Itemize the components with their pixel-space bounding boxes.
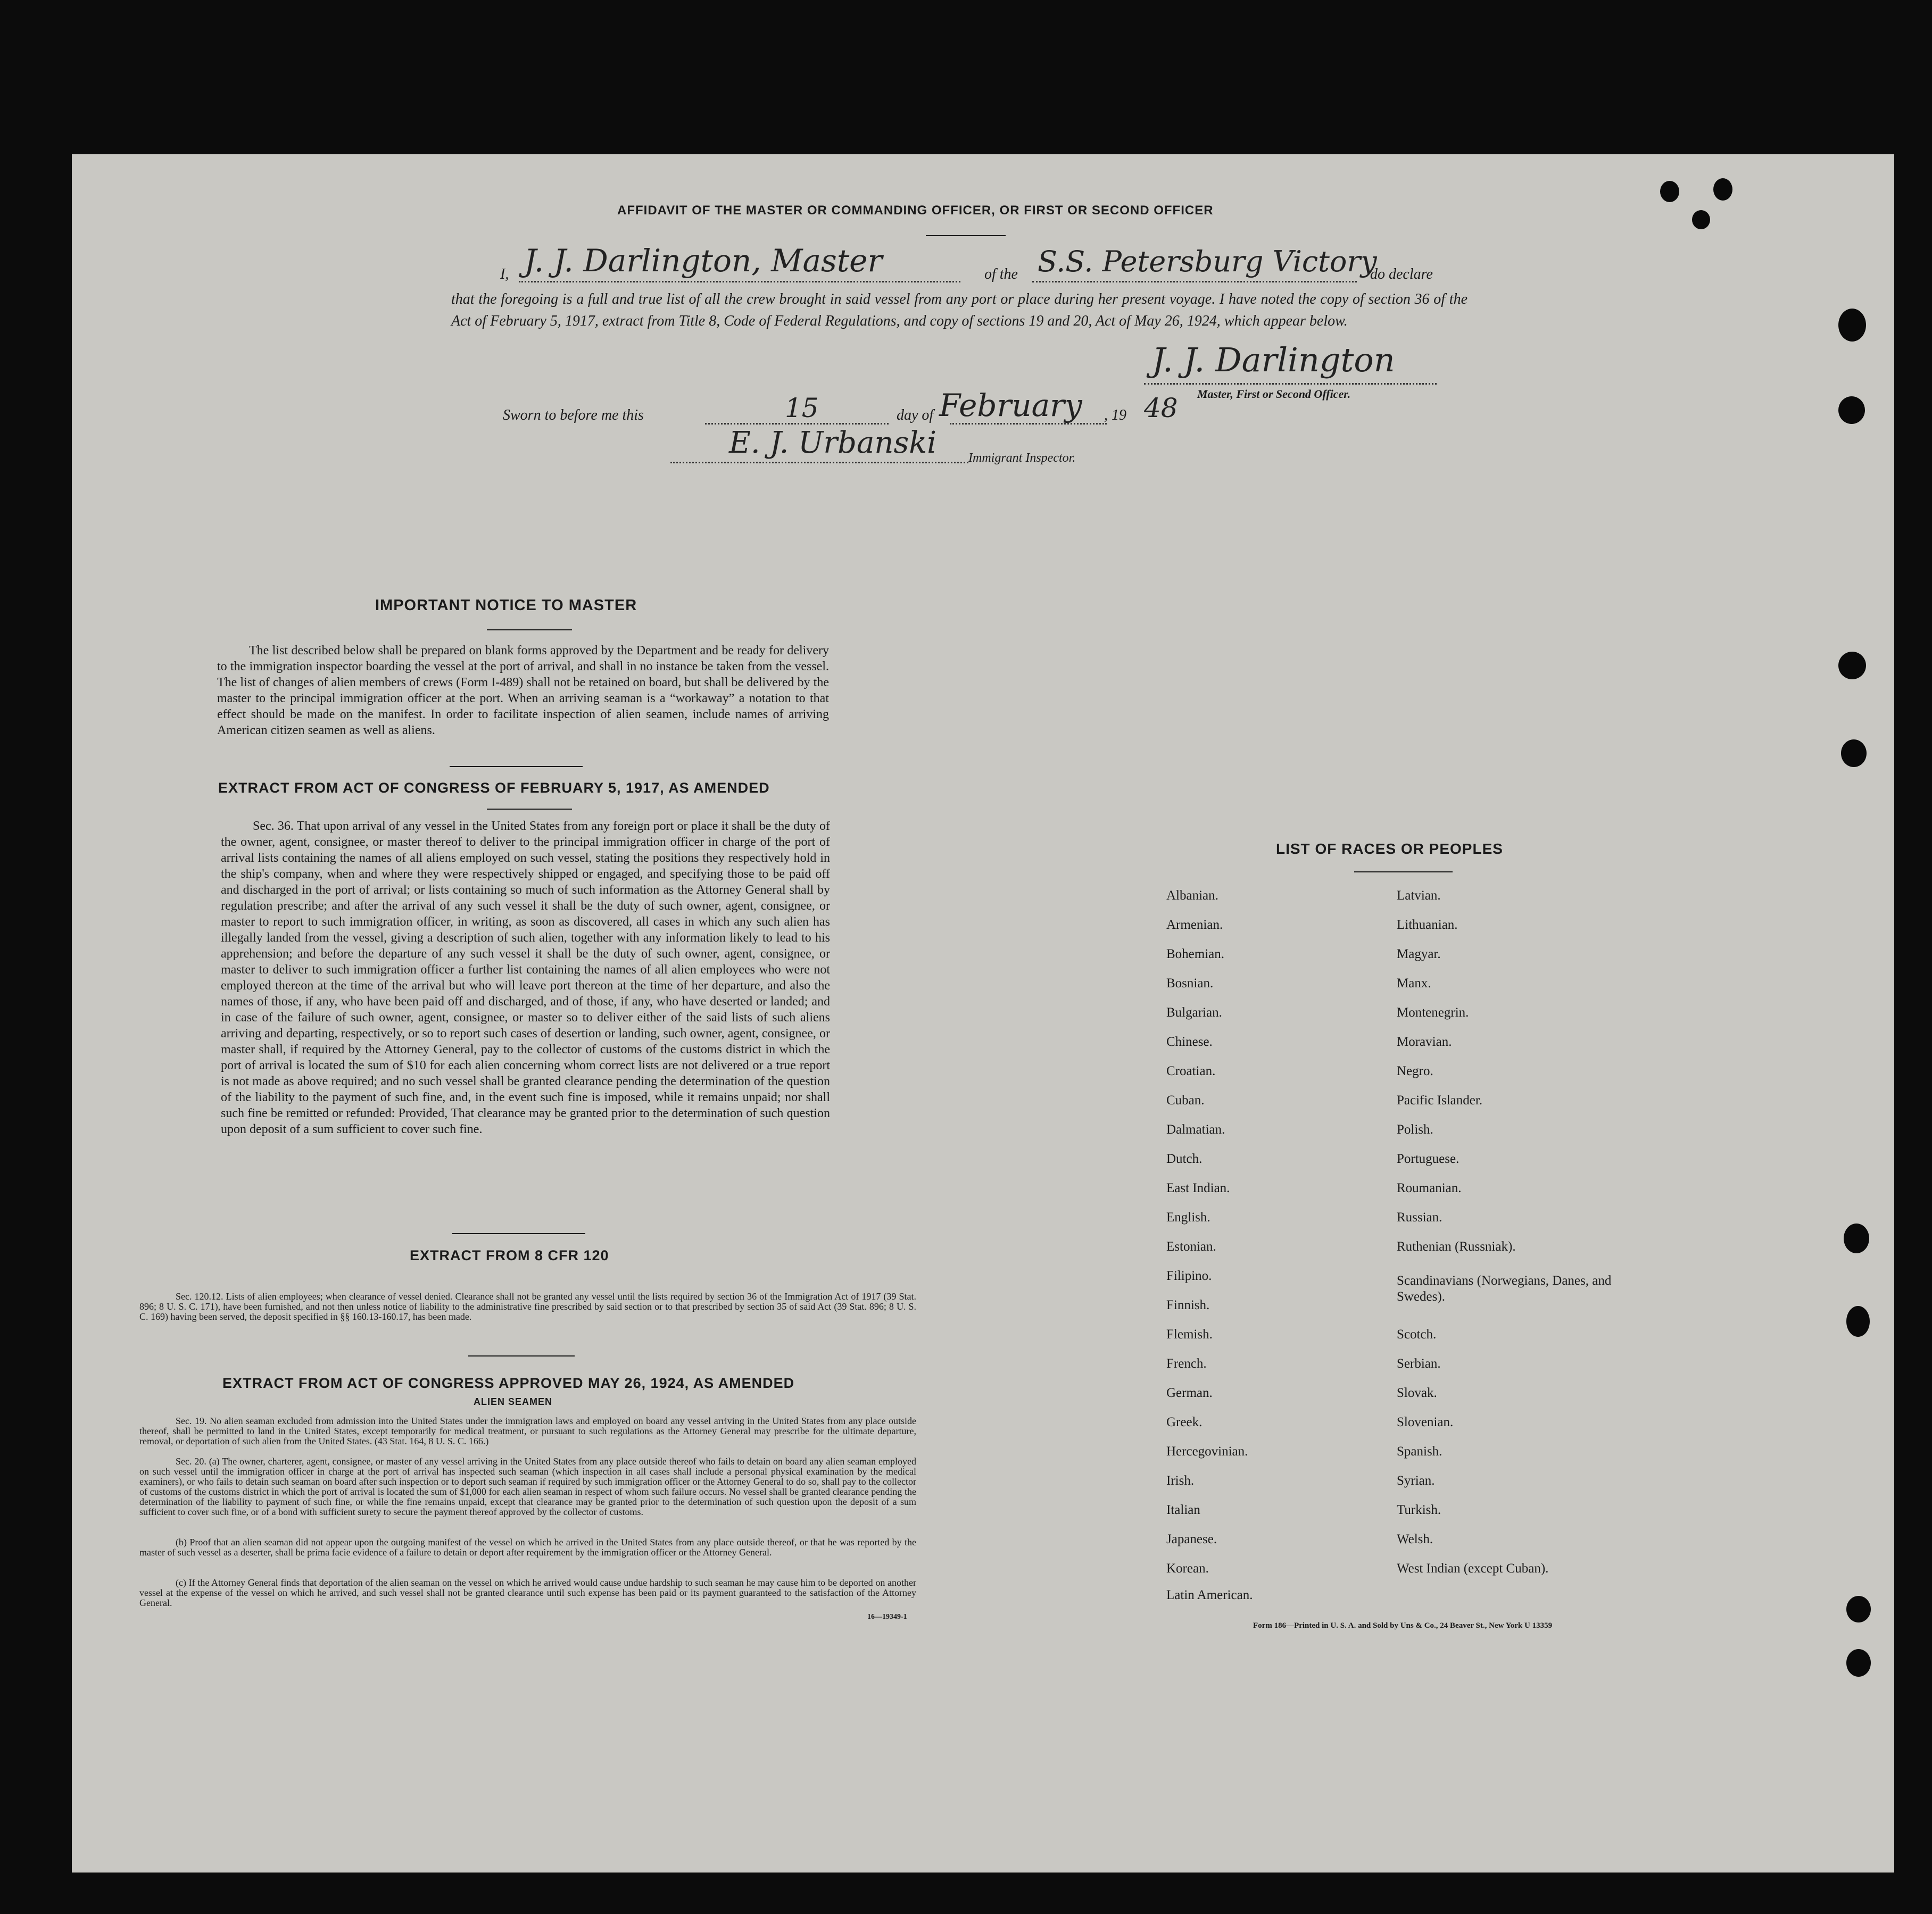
race-left: Croatian. (1166, 1064, 1216, 1078)
alien-seamen-subheading: ALIEN SEAMEN (474, 1396, 553, 1407)
race-right: Lithuanian. (1397, 918, 1458, 932)
punch-hole (1846, 1306, 1870, 1337)
affidavit-body: that the foregoing is a full and true list of all the crew brought in said vessel from any port or place during her present voyage. I have noted the copy of section 36 of the Act of February 5, 1917, extract from Title 8, Code of Federal Regulations, and copy of sections 19 and 20, Act of May 26, 1924, which appear below. (451, 291, 1467, 329)
vessel-name-handwriting: S.S. Petersburg Victory (1038, 245, 1377, 278)
notice-heading: IMPORTANT NOTICE TO MASTER (375, 597, 637, 614)
race-right: Magyar. (1397, 947, 1441, 961)
races-heading: LIST OF RACES OR PEOPLES (1276, 841, 1503, 857)
divider (487, 809, 572, 810)
race-left: Japanese. (1166, 1532, 1217, 1546)
affidavit-of-the: of the (984, 266, 1018, 282)
race-right: Slovenian. (1397, 1415, 1454, 1429)
race-left: Dutch. (1166, 1152, 1203, 1166)
cfr-heading: EXTRACT FROM 8 CFR 120 (410, 1247, 609, 1263)
race-left: Bosnian. (1166, 976, 1214, 991)
sec20c-body: (c) If the Attorney General finds that deportation of the alien seaman on the vessel on which he arrived would cause undue hardship to such seaman he may cause him to be deported on another vessel at the expense of the vessel on which he arrived, and such vessel shall not be granted clearance until such expense has been paid or its payment guaranteed to the satisfaction of the Attorney General. (139, 1577, 916, 1608)
affidavit-declare: do declare (1370, 266, 1433, 282)
affidavit-heading: AFFIDAVIT OF THE MASTER OR COMMANDING OFFICER, OR FIRST OR SECOND OFFICER (617, 203, 1214, 218)
race-right: Scotch. (1397, 1327, 1437, 1342)
punch-hole (1660, 181, 1679, 202)
affidavit-prefix: I, (500, 266, 509, 282)
race-right: Spanish. (1397, 1444, 1442, 1459)
sec19-body: Sec. 19. No alien seaman excluded from admission into the United States under the immigration laws and employed on board any vessel arriving in the United States from any place outside thereof, shall be permitted to land in the United States, except temporarily for medical treatment, or pursuant to such regulations as the Attorney General may prescribe for the ultimate departure, removal, or deportation of such alien from the United States. (43 Stat. 164, 8 U. S. C. 166.) (139, 1416, 916, 1446)
race-right: Moravian. (1397, 1035, 1452, 1049)
year-handwriting: 48 (1144, 393, 1178, 423)
race-right: Slovak. (1397, 1386, 1437, 1400)
name-line (519, 281, 960, 282)
race-left: Armenian. (1166, 918, 1223, 932)
extract-1917-heading: EXTRACT FROM ACT OF CONGRESS OF FEBRUARY 5, 1917, AS AMENDED (218, 780, 770, 796)
notice-body: The list described below shall be prepared on blank forms approved by the Department and be ready for delivery to the immigration inspector boarding the vessel at the port of arrival, and shall in no instance be taken from the vessel. The list of changes of alien members of crews (Form I-489) shall not be retained on board, but shall be delivered by the master to the principal immigration officer at the port. When an arriving seaman is a “workaway” a notation to that effect should be made on the manifest. In order to facilitate inspection of alien seamen, include names of arriving American citizen seamen as well as aliens. (217, 644, 829, 737)
race-right: Ruthenian (Russniak). (1397, 1239, 1516, 1254)
race-left: Dalmatian. (1166, 1122, 1225, 1137)
sec20a-body: Sec. 20. (a) The owner, charterer, agent, consignee, or master of any vessel arriving in the United States from any place outside thereof who fails to detain on board any alien seaman employed on such vessel until the immigration officer in charge at the port of arrival has inspected such seaman (which inspection in all cases shall include a personal physical examination by the medical examiners), or who fails to detain such seaman on board after such inspection or to deport such seaman if required by such immigration officer or the Attorney General to do so, shall pay to the collector of customs of the customs district in which the port of arrival is located the sum of $1,000 for each alien seaman in respect of whom such failure occurs. No vessel shall be granted clearance pending the determination of the liability to payment of such fine, or while the fine remains unpaid, except that clearance may be granted prior to the determination of such question upon the deposit of a sum sufficient to cover such fine, or of a bond with sufficient surety to secure the payment thereof approved by the collector of customs. (139, 1456, 916, 1517)
vessel-line (1032, 281, 1357, 282)
race-left: Irish. (1166, 1474, 1195, 1488)
race-right: Portuguese. (1397, 1152, 1460, 1166)
sec20b-body: (b) Proof that an alien seaman did not appear upon the outgoing manifest of the vessel on which he arrived in the United States from any place outside thereof, or that he was reported by the master of such vessel as a deserter, shall be prima facie evidence of a failure to detain or deport after requirement by the immigration officer or the Attorney General. (139, 1537, 916, 1558)
punch-hole (1838, 652, 1866, 679)
race-right: Turkish. (1397, 1503, 1441, 1517)
race-left: Filipino. (1166, 1269, 1212, 1283)
race-right: Polish. (1397, 1122, 1433, 1137)
race-right: Scandinavians (Norwegians, Danes, and Swedes). (1397, 1274, 1612, 1304)
divider (1354, 871, 1453, 872)
printer-footer: Form 186—Printed in U. S. A. and Sold by Uns & Co., 24 Beaver St., New York U 13359 (1253, 1621, 1553, 1630)
race-left: Cuban. (1166, 1093, 1205, 1108)
race-right: West Indian (except Cuban). (1397, 1561, 1549, 1576)
inspector-line (670, 462, 968, 463)
master-signature-handwriting: J. J. Darlington (1152, 340, 1395, 379)
race-left: East Indian. (1166, 1181, 1230, 1195)
punch-hole (1846, 1596, 1871, 1622)
day-handwriting: 15 (785, 393, 819, 423)
race-left: Italian (1166, 1503, 1200, 1517)
race-right: Welsh. (1397, 1532, 1433, 1546)
race-left: Bulgarian. (1166, 1005, 1222, 1020)
year-prefix: , 19 (1104, 407, 1126, 423)
form-code: 16—19349-1 (867, 1613, 907, 1621)
master-name-handwriting: J. J. Darlington, Master (524, 243, 883, 279)
race-left: Korean. (1166, 1561, 1209, 1576)
punch-hole (1846, 1649, 1871, 1677)
sworn-label: Sworn to before me this (503, 407, 644, 423)
race-right: Russian. (1397, 1210, 1442, 1225)
signature-line (1144, 383, 1437, 385)
extract-1924-heading: EXTRACT FROM ACT OF CONGRESS APPROVED MAY 26, 1924, AS AMENDED (222, 1375, 795, 1391)
divider (468, 1355, 575, 1357)
race-left: Greek. (1166, 1415, 1203, 1429)
punch-hole (1841, 739, 1867, 767)
punch-hole (1692, 210, 1710, 229)
divider (452, 1233, 585, 1234)
race-left: Finnish. (1166, 1298, 1210, 1312)
inspector-label: Immigrant Inspector. (968, 451, 1076, 465)
race-left: French. (1166, 1357, 1207, 1371)
signature-label: Master, First or Second Officer. (1197, 387, 1351, 401)
punch-hole (1713, 178, 1732, 201)
race-right: Negro. (1397, 1064, 1433, 1078)
day-of-label: day of (897, 407, 934, 423)
race-left: Flemish. (1166, 1327, 1213, 1342)
race-left: Estonian. (1166, 1239, 1216, 1254)
punch-hole (1838, 396, 1865, 424)
month-handwriting: February (939, 387, 1082, 423)
race-right: Pacific Islander. (1397, 1093, 1483, 1108)
cfr-body: Sec. 120.12. Lists of alien employees; when clearance of vessel denied. Clearance shall not be granted any vessel until the lists required by section 36 of the Immigration Act of 1917 (39 Stat. 896; 8 U. S. C. 171), have been furnished, and not then unless notice of liability to the administrative fine prescribed by said section or to that prescribed by section 35 of said Act (39 Stat. 896; 8 U. S. C. 169) having been served, the deposit specified in §§ 160.13-160.17, has been made. (139, 1291, 916, 1322)
race-left: German. (1166, 1386, 1213, 1400)
race-right: Syrian. (1397, 1474, 1435, 1488)
race-left: English. (1166, 1210, 1210, 1225)
race-right: Montenegrin. (1397, 1005, 1469, 1020)
divider (926, 235, 1006, 236)
race-left: Hercegovinian. (1166, 1444, 1248, 1459)
extract-1917-body: Sec. 36. That upon arrival of any vessel in the United States from any foreign port or place it shall be the duty of the owner, agent, consignee, or master thereof to deliver to the principal immigration officer in charge of the port of arrival lists containing the names of all aliens employed on such vessel, stating the positions they respectively hold in the ship's company, when and where they were respectively shipped or engaged, and specifying those to be paid off and discharged in the port of arrival; or lists containing so much of such information as the Attorney General shall by regulation prescribe; and after the arrival of any such vessel it shall be the duty of such owner, agent, consignee, or master to report to such immigration officer, in writing, as soon as discovered, all cases in which any such alien has illegally landed from the vessel, giving a description of such alien, together with any information likely to lead to his apprehension; and before the departure of any such vessel it shall be the duty of such owner, agent, consignee, or master to deliver to such immigration officer a further list containing the names of all alien employees who were not employed thereon at the time of the arrival but who will leave port thereon at the time of her departure, and also the names of those, if any, who have been paid off and discharged, and of those, if any, who have deserted or landed; and in case of the failure of such owner, agent, consignee, or master so to deliver either of the said lists of such aliens arriving and departing, respectively, or so to report such cases of desertion or landing, such owner, agent, consignee, or master shall, if required by the Attorney General, pay to the collector of customs of the customs district in which the port of arrival is located the sum of $10 for each alien concerning whom correct lists are not delivered or a true report is not made as above required; and no such vessel shall be granted clearance pending the determination of the question of the liability to the payment of such fine, and, in the event such fine is imposed, while it remains unpaid; nor shall such fine be remitted or refunded: Provided, That clearance may be granted prior to the determination of such question upon deposit of a sum sufficient to cover such fine. (221, 819, 830, 1136)
race-left: Bohemian. (1166, 947, 1225, 961)
race-left: Chinese. (1166, 1035, 1213, 1049)
race-right: Latvian. (1397, 888, 1441, 903)
punch-hole (1838, 309, 1866, 342)
race-right: Roumanian. (1397, 1181, 1462, 1195)
race-left: Albanian. (1166, 888, 1218, 903)
race-right: Serbian. (1397, 1357, 1441, 1371)
inspector-signature-handwriting: E. J. Urbanski (729, 426, 937, 460)
punch-hole (1844, 1224, 1869, 1253)
race-right: Manx. (1397, 976, 1431, 991)
divider (450, 766, 583, 767)
divider (487, 629, 572, 630)
race-left: Latin American. (1166, 1588, 1253, 1602)
